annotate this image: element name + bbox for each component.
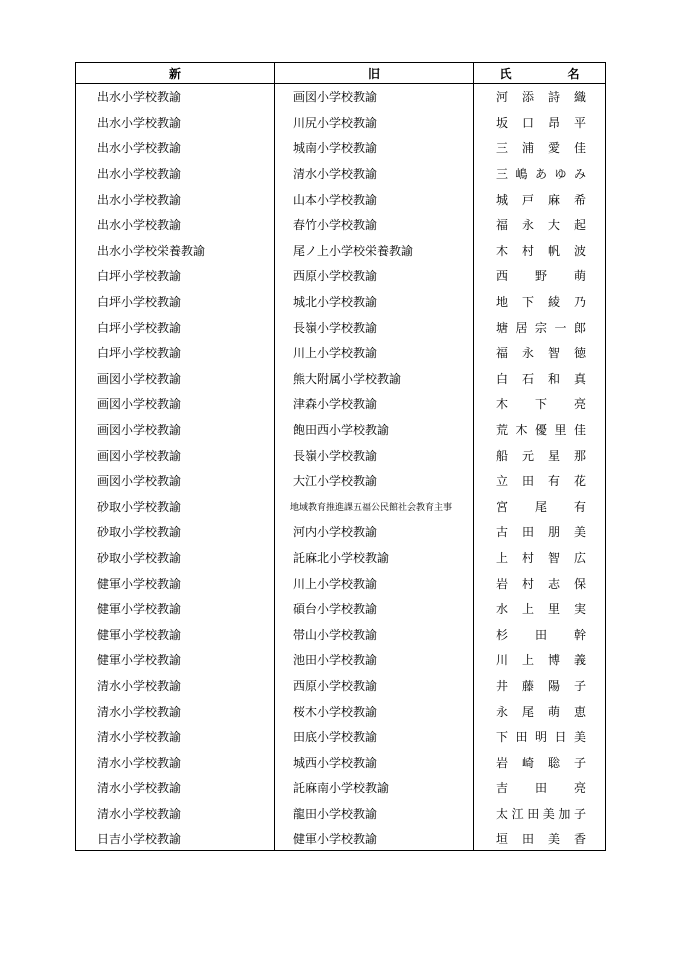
old-position-cell: 健軍小学校教諭: [275, 826, 474, 851]
name-cell: [474, 442, 606, 468]
person-name: 西野萌: [496, 269, 586, 284]
person-name: 坂口昂平: [496, 115, 586, 130]
personnel-table: [75, 62, 606, 851]
table-row: [76, 749, 606, 775]
old-position-cell: 清水小学校教諭: [275, 161, 474, 187]
new-position-cell: 清水小学校教諭: [76, 698, 275, 724]
name-cell: [474, 340, 606, 366]
new-position-cell: 出水小学校教諭: [76, 135, 275, 161]
table-header: [76, 63, 606, 84]
table-row: [76, 238, 606, 264]
name-cell: [474, 596, 606, 622]
table-row: [76, 545, 606, 571]
new-position-cell: 白坪小学校教諭: [76, 263, 275, 289]
table-row: [76, 647, 606, 673]
table-row: [76, 775, 606, 801]
header-name-label: 氏名: [499, 66, 580, 81]
person-name: 船元星那: [496, 448, 586, 463]
table-row: [76, 289, 606, 315]
old-position-cell: 龍田小学校教諭: [275, 801, 474, 827]
person-name: 太江田美加子: [496, 806, 586, 821]
name-cell: [474, 519, 606, 545]
new-position-cell: 砂取小学校教諭: [76, 545, 275, 571]
name-cell: [474, 366, 606, 392]
new-position-cell: 白坪小学校教諭: [76, 289, 275, 315]
old-position-cell: 城北小学校教諭: [275, 289, 474, 315]
person-name: 白石和真: [496, 371, 586, 386]
person-name: 岩崎聡子: [496, 755, 586, 770]
new-position-cell: 出水小学校栄養教諭: [76, 238, 275, 264]
new-position-cell: 清水小学校教諭: [76, 724, 275, 750]
new-position-cell: 清水小学校教諭: [76, 749, 275, 775]
table-row: [76, 519, 606, 545]
name-cell: [474, 775, 606, 801]
person-name: 河添詩織: [496, 90, 586, 105]
table-row: [76, 366, 606, 392]
new-position-cell: 出水小学校教諭: [76, 212, 275, 238]
table-row: [76, 84, 606, 110]
table-row: [76, 161, 606, 187]
old-position-cell: 桜木小学校教諭: [275, 698, 474, 724]
table-row: [76, 468, 606, 494]
old-position-cell: 熊大附属小学校教諭: [275, 366, 474, 392]
person-name: 宮尾有: [496, 499, 586, 514]
new-position-cell: 健軍小学校教諭: [76, 647, 275, 673]
person-name: 三浦愛佳: [496, 141, 586, 156]
old-position-cell: 大江小学校教諭: [275, 468, 474, 494]
header-row: [76, 63, 606, 84]
table-row: [76, 673, 606, 699]
new-position-cell: 健軍小学校教諭: [76, 621, 275, 647]
name-cell: [474, 801, 606, 827]
new-position-cell: 日吉小学校教諭: [76, 826, 275, 851]
new-position-cell: 画図小学校教諭: [76, 391, 275, 417]
header-new: 新: [76, 63, 275, 84]
person-name: 古田朋美: [496, 525, 586, 540]
table-row: [76, 391, 606, 417]
name-cell: [474, 391, 606, 417]
person-name: 福永大起: [496, 218, 586, 233]
name-cell: [474, 186, 606, 212]
new-position-cell: 清水小学校教諭: [76, 673, 275, 699]
person-name: 福永智徳: [496, 346, 586, 361]
old-position-cell: 尾ノ上小学校栄養教諭: [275, 238, 474, 264]
table-body: [76, 84, 606, 851]
person-name: 垣田美香: [496, 831, 586, 846]
table-row: [76, 186, 606, 212]
person-name: 吉田亮: [496, 781, 586, 796]
name-cell: [474, 238, 606, 264]
person-name: 水上里実: [496, 602, 586, 617]
person-name: 下田明日美: [496, 730, 586, 745]
old-position-cell: 田底小学校教諭: [275, 724, 474, 750]
table-row: [76, 212, 606, 238]
new-position-cell: 健軍小学校教諭: [76, 570, 275, 596]
new-position-cell: 清水小学校教諭: [76, 775, 275, 801]
old-position-cell: 春竹小学校教諭: [275, 212, 474, 238]
person-name: 杉田幹: [496, 627, 586, 642]
old-position-cell: 津森小学校教諭: [275, 391, 474, 417]
old-position-cell: 西原小学校教諭: [275, 673, 474, 699]
person-name: 立田有花: [496, 474, 586, 489]
person-name: 塘居宗一郎: [496, 320, 586, 335]
table-row: [76, 596, 606, 622]
name-cell: [474, 570, 606, 596]
table-row: [76, 417, 606, 443]
name-cell: [474, 621, 606, 647]
person-name: 荒木優里佳: [496, 423, 586, 438]
table-row: [76, 263, 606, 289]
old-position-cell: 西原小学校教諭: [275, 263, 474, 289]
table-row: [76, 340, 606, 366]
person-name: 永尾萌恵: [496, 704, 586, 719]
new-position-cell: 出水小学校教諭: [76, 110, 275, 136]
table-row: [76, 724, 606, 750]
old-position-cell: 託麻南小学校教諭: [275, 775, 474, 801]
new-position-cell: 清水小学校教諭: [76, 801, 275, 827]
old-position-cell: 飽田西小学校教諭: [275, 417, 474, 443]
name-cell: [474, 826, 606, 851]
old-position-cell: 長嶺小学校教諭: [275, 442, 474, 468]
name-cell: [474, 110, 606, 136]
old-position-cell: 帯山小学校教諭: [275, 621, 474, 647]
header-name: [474, 63, 606, 84]
old-position-cell: 碩台小学校教諭: [275, 596, 474, 622]
table-row: [76, 801, 606, 827]
name-cell: [474, 724, 606, 750]
new-position-cell: 画図小学校教諭: [76, 417, 275, 443]
new-position-cell: 健軍小学校教諭: [76, 596, 275, 622]
name-cell: [474, 314, 606, 340]
old-position-cell: 城西小学校教諭: [275, 749, 474, 775]
person-name: 木村帆波: [496, 243, 586, 258]
table-row: [76, 826, 606, 851]
name-cell: [474, 417, 606, 443]
old-position-cell: 長嶺小学校教諭: [275, 314, 474, 340]
new-position-cell: 白坪小学校教諭: [76, 314, 275, 340]
name-cell: [474, 545, 606, 571]
person-name: 岩村志保: [496, 576, 586, 591]
name-cell: [474, 289, 606, 315]
name-cell: [474, 647, 606, 673]
old-position-cell: 川尻小学校教諭: [275, 110, 474, 136]
table-row: [76, 314, 606, 340]
table-row: [76, 442, 606, 468]
person-name: 井藤陽子: [496, 678, 586, 693]
new-position-cell: 砂取小学校教諭: [76, 519, 275, 545]
old-position-cell: 託麻北小学校教諭: [275, 545, 474, 571]
old-position-cell: 池田小学校教諭: [275, 647, 474, 673]
name-cell: [474, 263, 606, 289]
header-old: 旧: [275, 63, 474, 84]
old-position-cell: 川上小学校教諭: [275, 570, 474, 596]
name-cell: [474, 749, 606, 775]
old-position-cell: 画図小学校教諭: [275, 84, 474, 110]
old-position-cell: 河内小学校教諭: [275, 519, 474, 545]
name-cell: [474, 212, 606, 238]
new-position-cell: 画図小学校教諭: [76, 468, 275, 494]
name-cell: [474, 161, 606, 187]
new-position-cell: 画図小学校教諭: [76, 366, 275, 392]
new-position-cell: 砂取小学校教諭: [76, 494, 275, 520]
table-row: [76, 570, 606, 596]
person-name: 地下綾乃: [496, 295, 586, 310]
old-position-cell: 城南小学校教諭: [275, 135, 474, 161]
person-name: 三嶋あゆみ: [496, 167, 586, 182]
old-position-cell: 山本小学校教諭: [275, 186, 474, 212]
new-position-cell: 出水小学校教諭: [76, 161, 275, 187]
table-row: [76, 110, 606, 136]
table-row: [76, 621, 606, 647]
name-cell: [474, 135, 606, 161]
new-position-cell: 白坪小学校教諭: [76, 340, 275, 366]
person-name: 木下亮: [496, 397, 586, 412]
person-name: 城戸麻希: [496, 192, 586, 207]
new-position-cell: 出水小学校教諭: [76, 186, 275, 212]
table-row: [76, 494, 606, 520]
name-cell: [474, 494, 606, 520]
person-name: 上村智広: [496, 550, 586, 565]
old-position-cell: 地域教育推進課五福公民館社会教育主事: [275, 494, 474, 520]
new-position-cell: 出水小学校教諭: [76, 84, 275, 110]
name-cell: [474, 468, 606, 494]
name-cell: [474, 84, 606, 110]
person-name: 川上博義: [496, 653, 586, 668]
new-position-cell: 画図小学校教諭: [76, 442, 275, 468]
old-position-cell: 川上小学校教諭: [275, 340, 474, 366]
table-row: [76, 698, 606, 724]
name-cell: [474, 673, 606, 699]
table-row: [76, 135, 606, 161]
name-cell: [474, 698, 606, 724]
